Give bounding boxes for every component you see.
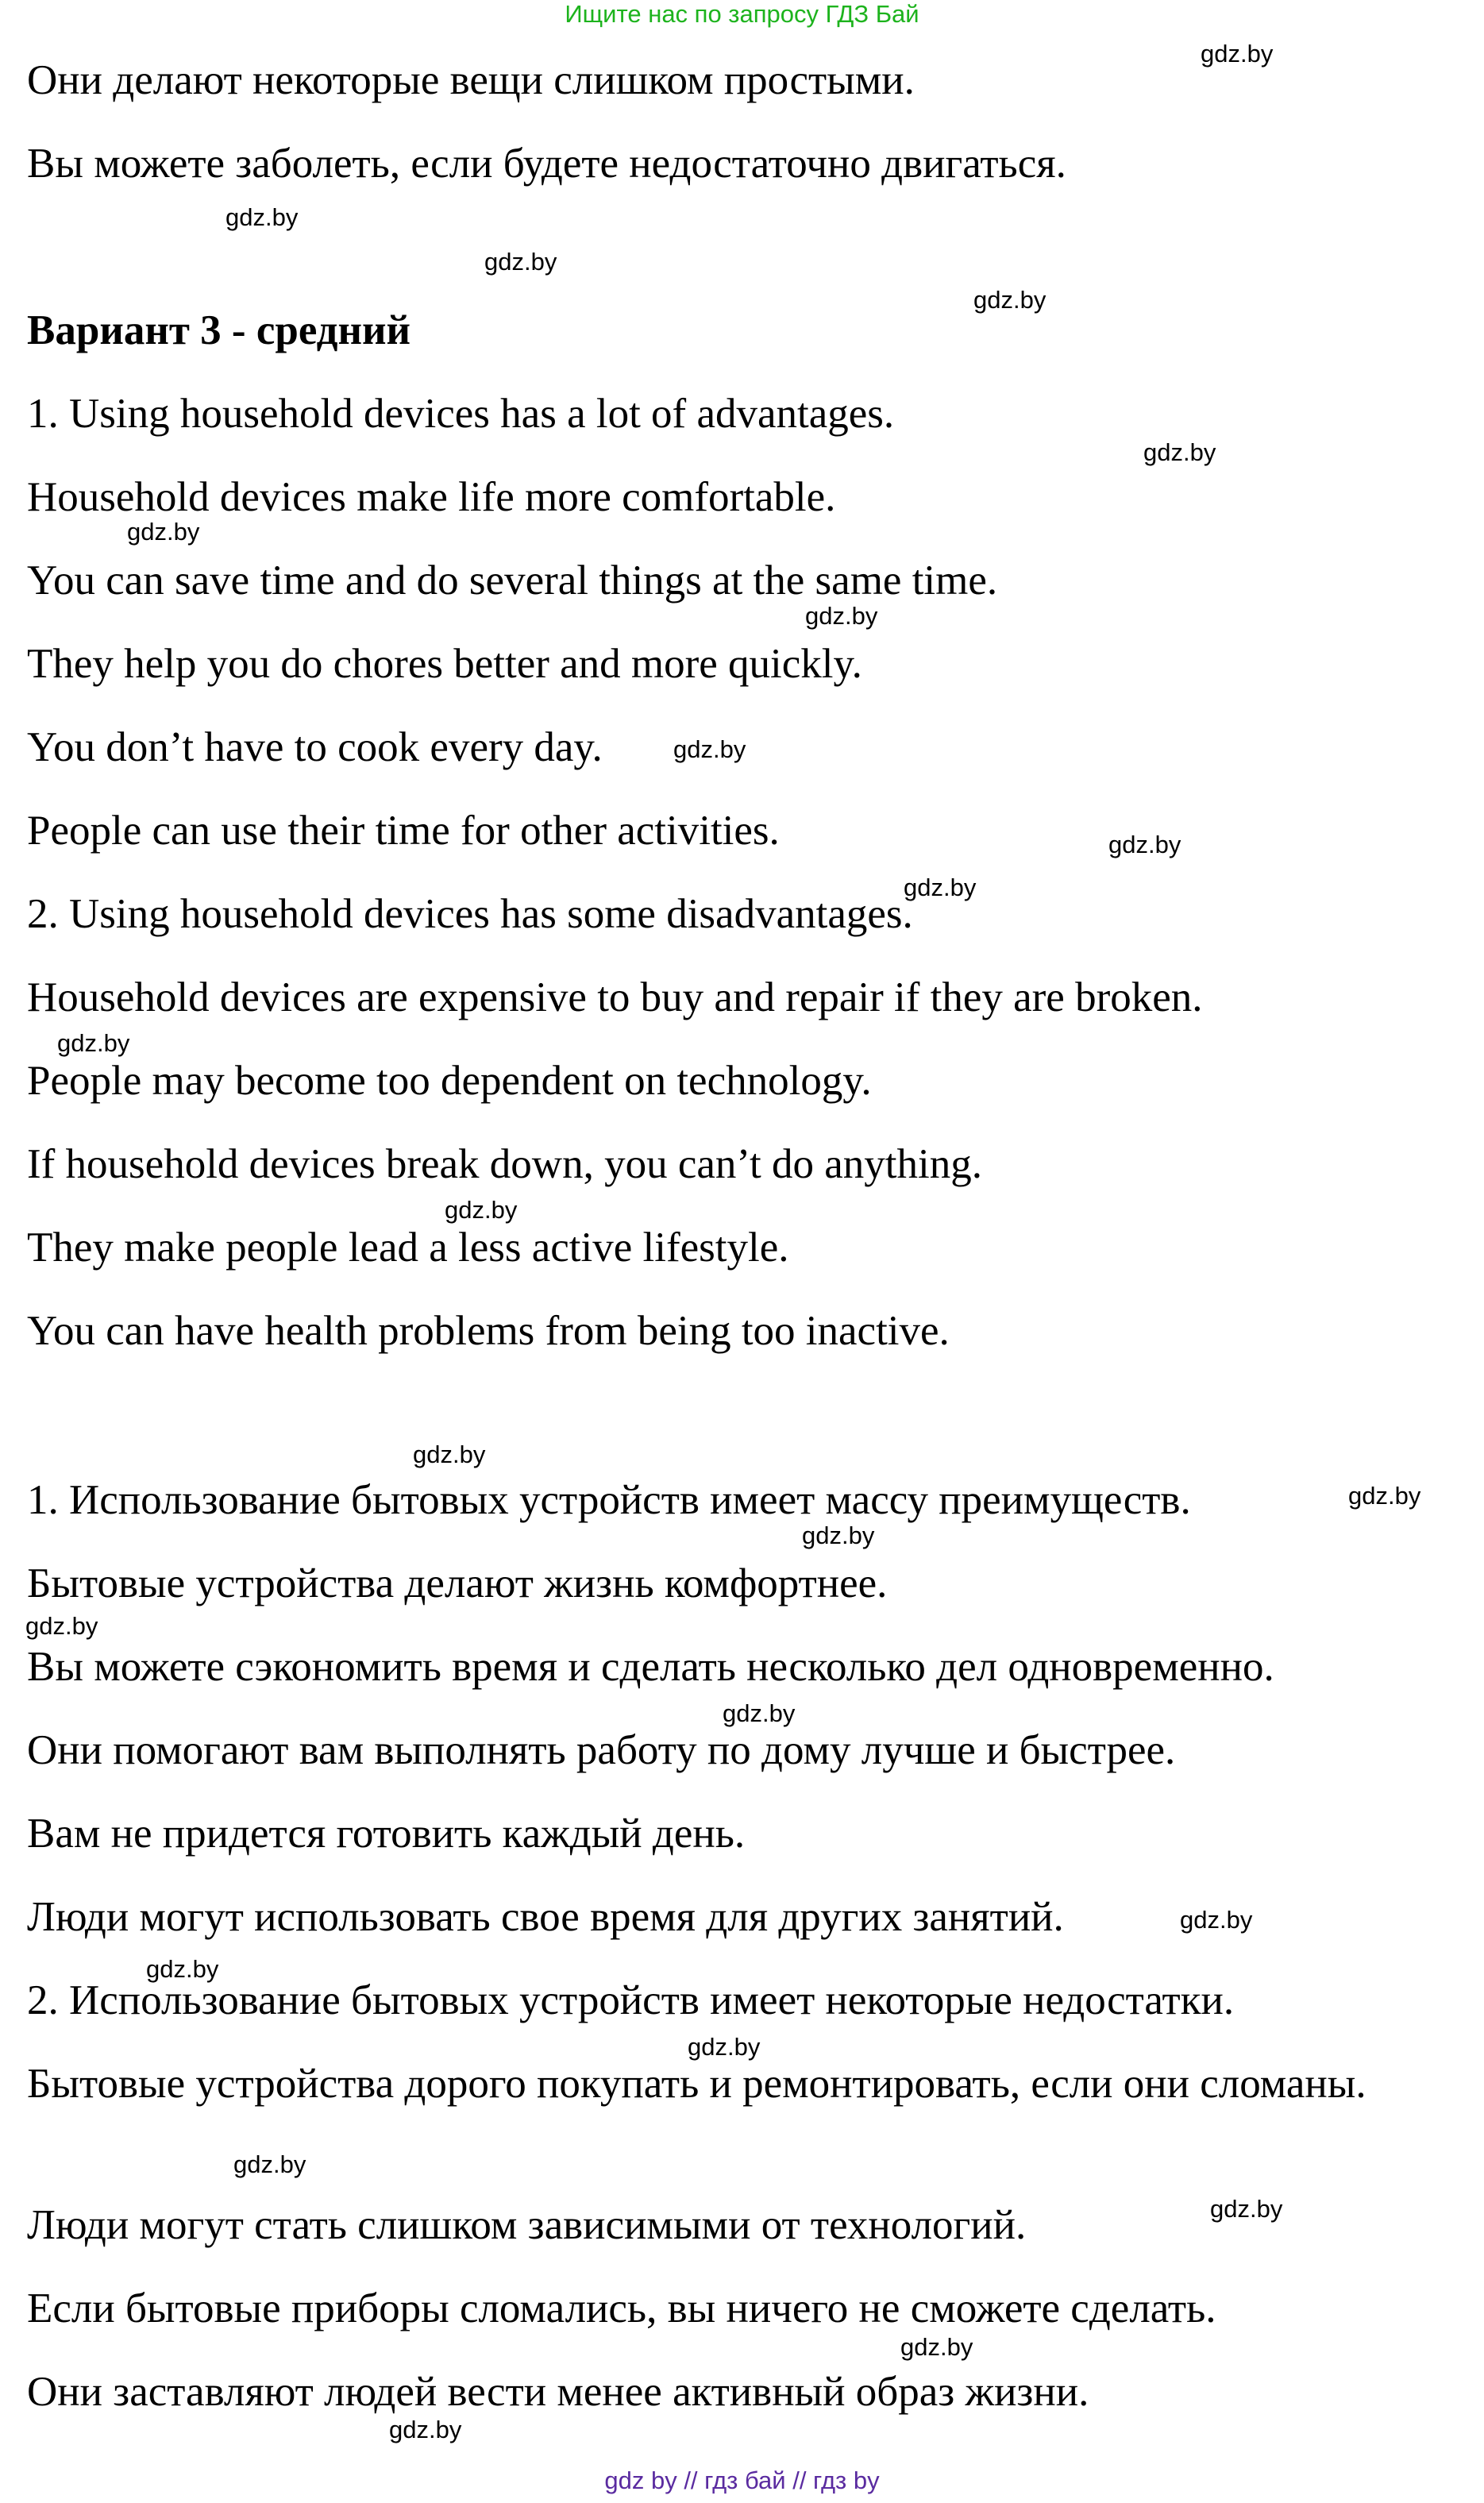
english-line-4: They help you do chores better and more quickly.: [27, 641, 862, 687]
english-line-3: You can save time and do several things at the same time.: [27, 557, 998, 604]
watermark: gdz.by: [146, 1955, 219, 1983]
watermark: gdz.by: [1210, 2195, 1283, 2223]
english-line-1: 1. Using household devices has a lot of advantages.: [27, 391, 895, 437]
variant-heading: Вариант 3 - средний: [27, 307, 411, 353]
watermark: gdz.by: [1201, 40, 1274, 67]
english-line-11: They make people lead a less active lifestyle.: [27, 1225, 789, 1271]
russian-line-10: Если бытовые приборы сломались, вы ничего не сможете сделать.: [27, 2285, 1216, 2331]
watermark: gdz.by: [904, 874, 977, 901]
watermark: gdz.by: [1180, 1906, 1253, 1934]
russian-line-7: 2. Использование бытовых устройств имеет некоторые недостатки.: [27, 1977, 1235, 2023]
watermark: gdz.by: [225, 203, 299, 231]
watermark: gdz.by: [1143, 438, 1216, 466]
english-line-9: People may become too dependent on technology.: [27, 1058, 872, 1104]
watermark: gdz.by: [127, 518, 200, 546]
english-line-12: You can have health problems from being too inactive.: [27, 1308, 950, 1354]
russian-line-3: Вы можете сэкономить время и сделать несколько дел одновременно.: [27, 1644, 1274, 1690]
russian-line-6: Люди могут использовать свое время для других занятий.: [27, 1894, 1064, 1940]
russian-line-1: 1. Использование бытовых устройств имеет массу преимуществ.: [27, 1477, 1191, 1523]
watermark: gdz.by: [413, 1440, 486, 1468]
watermark: gdz.by: [484, 248, 557, 276]
watermark: gdz.by: [900, 2333, 973, 2361]
russian-line-5: Вам не придется готовить каждый день.: [27, 1811, 746, 1857]
watermark: gdz.by: [57, 1029, 130, 1057]
english-line-5: You don’t have to cook every day.: [27, 724, 603, 770]
search-banner: Ищите нас по запросу ГДЗ Бай: [565, 0, 919, 28]
watermark: gdz.by: [723, 1699, 796, 1727]
continuation-line-2: Вы можете заболеть, если будете недостаточно двигаться.: [27, 141, 1066, 187]
russian-line-2: Бытовые устройства делают жизнь комфортнее.: [27, 1560, 888, 1606]
watermark: gdz.by: [1348, 1482, 1421, 1510]
english-line-10: If household devices break down, you can’t do anything.: [27, 1141, 983, 1187]
watermark: gdz.by: [688, 2033, 761, 2061]
watermark: gdz.by: [673, 735, 746, 763]
watermark: gdz.by: [233, 2150, 306, 2178]
watermark: gdz.by: [802, 1521, 875, 1549]
russian-line-9: Люди могут стать слишком зависимыми от технологий.: [27, 2202, 1027, 2248]
watermark: gdz.by: [25, 1612, 98, 1640]
watermark: gdz.by: [973, 286, 1047, 314]
watermark: gdz.by: [389, 2416, 462, 2443]
footer-links[interactable]: gdz by // гдз бай // гдз by: [604, 2466, 880, 2494]
english-line-6: People can use their time for other activities.: [27, 808, 780, 854]
russian-line-11: Они заставляют людей вести менее активный образ жизни.: [27, 2369, 1089, 2415]
watermark: gdz.by: [1108, 831, 1181, 858]
english-line-2: Household devices make life more comfortable.: [27, 474, 836, 520]
russian-line-4: Они помогают вам выполнять работу по дому лучше и быстрее.: [27, 1727, 1176, 1773]
continuation-line-1: Они делают некоторые вещи слишком простыми.: [27, 57, 915, 103]
watermark: gdz.by: [445, 1196, 518, 1224]
russian-line-8: Бытовые устройства дорого покупать и ремонтировать, если они сломаны.: [27, 2061, 1366, 2107]
watermark: gdz.by: [805, 602, 878, 630]
english-line-8: Household devices are expensive to buy and repair if they are broken.: [27, 974, 1203, 1020]
english-line-7: 2. Using household devices has some disadvantages.: [27, 891, 913, 937]
